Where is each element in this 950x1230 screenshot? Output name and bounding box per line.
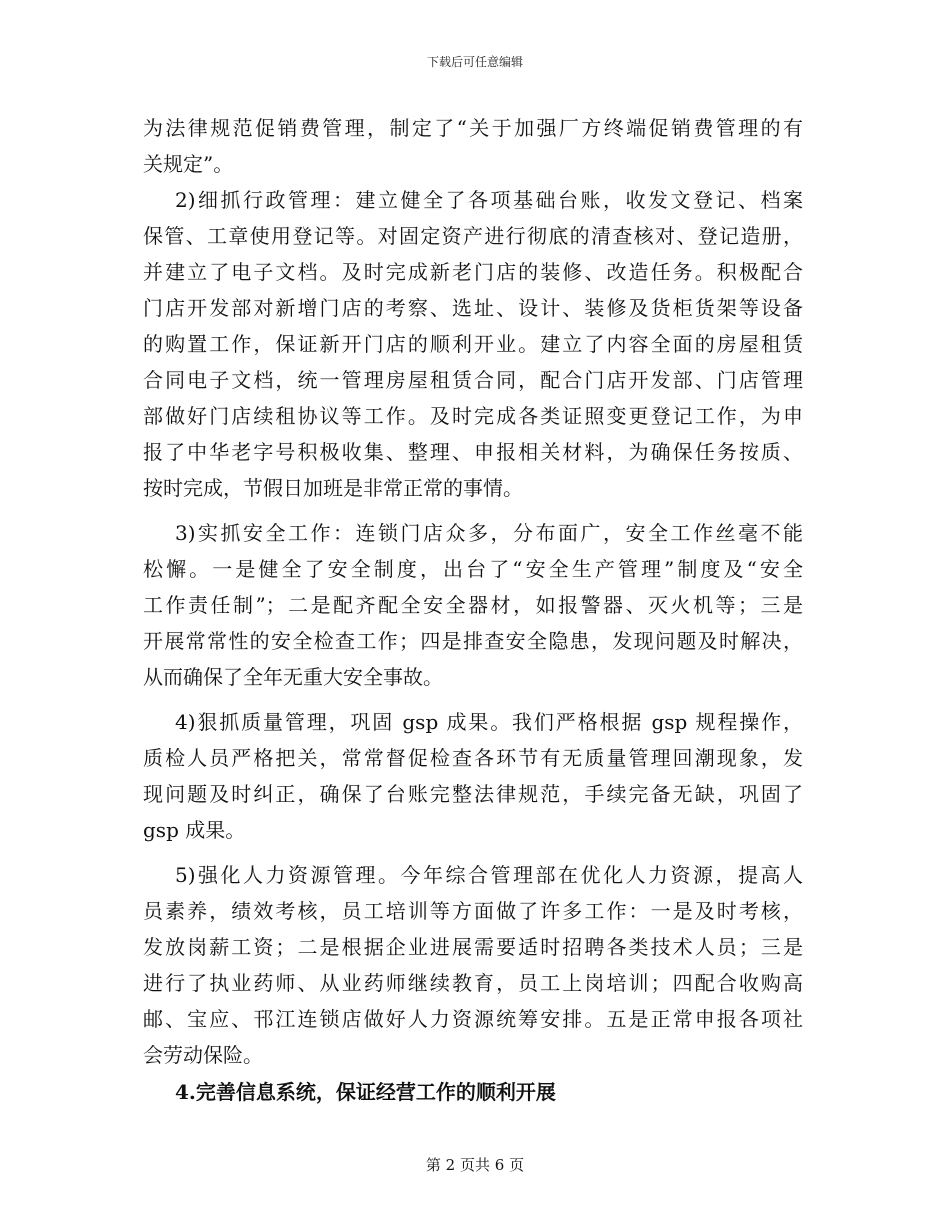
text-line: 员素养，绩效考核，员工培训等方面做了许多工作：一是及时考核， (143, 899, 803, 923)
paragraph-human-resources (143, 857, 803, 1073)
paragraph-safety (143, 515, 803, 695)
paragraph-administration (143, 182, 803, 506)
text-line: 部做好门店续租协议等工作。及时完成各类证照变更登记工作，为申 (143, 404, 803, 428)
text-line: 报了中华老字号积极收集、整理、申报相关材料，为确保任务按质、 (143, 440, 803, 464)
text-line: 发放岗薪工资；二是根据企业进展需要适时招聘各类技术人员；三是 (143, 935, 803, 959)
text-line: 关规定”。 (143, 152, 234, 176)
text-line: 质检人员严格把关，常常督促检查各环节有无质量管理回潮现象，发 (143, 746, 803, 770)
text-line: 保管、工章使用登记等。对固定资产进行彻底的清查核对、登记造册， (143, 224, 803, 248)
document-body (143, 110, 803, 1110)
text-line: 的购置工作，保证新开门店的顺利开业。建立了内容全面的房屋租赁 (143, 332, 803, 356)
page-number-footer: 第 2 页共 6 页 (425, 1156, 525, 1174)
text-line: 邮、宝应、邗江连锁店做好人力资源统筹安排。五是正常申报各项社 (143, 1007, 803, 1031)
paragraph-continuation (143, 110, 803, 182)
text-line: 工作责任制”；二是配齐配全安全器材，如报警器、灭火机等；三是 (143, 593, 803, 617)
text-line: 5)强化人力资源管理。今年综合管理部在优化人力资源，提高人 (175, 863, 803, 887)
text-line: 进行了执业药师、从业药师继续教育，员工上岗培训；四配合收购高 (143, 971, 803, 995)
paragraph-quality (143, 704, 803, 848)
text-line: 会劳动保险。 (143, 1043, 263, 1067)
text-line: 按时完成，节假日加班是非常正常的事情。 (143, 476, 523, 500)
text-line: 现问题及时纠正，确保了台账完整法律规范，手续完备无缺，巩固了 (143, 782, 803, 806)
section-heading: 4.完善信息系统，保证经营工作的顺利开展 (175, 1080, 556, 1104)
text-line: 2)细抓行政管理：建立健全了各项基础台账，收发文登记、档案 (175, 188, 803, 212)
text-line: 门店开发部对新增门店的考察、选址、设计、装修及货柜货架等设备 (143, 296, 803, 320)
text-line: 为法律规范促销费管理，制定了“关于加强厂方终端促销费管理的有 (143, 116, 803, 140)
text-line: gsp 成果。 (143, 818, 246, 842)
text-line: 并建立了电子文档。及时完成新老门店的装修、改造任务。积极配合 (143, 260, 803, 284)
text-line: 合同电子文档，统一管理房屋租赁合同，配合门店开发部、门店管理 (143, 368, 803, 392)
text-line: 从而确保了全年无重大安全事故。 (143, 665, 443, 689)
text-line: 4)狠抓质量管理，巩固 gsp 成果。我们严格根据 gsp 规程操作， (175, 710, 803, 734)
text-line: 3)实抓安全工作：连锁门店众多，分布面广，安全工作丝毫不能 (175, 521, 803, 545)
text-line: 开展常常性的安全检查工作；四是排查安全隐患，发现问题及时解决， (143, 629, 803, 653)
text-line: 松懈。一是健全了安全制度，出台了“安全生产管理”制度及“安全 (143, 557, 803, 581)
running-header: 下载后可任意编辑 (426, 55, 523, 69)
